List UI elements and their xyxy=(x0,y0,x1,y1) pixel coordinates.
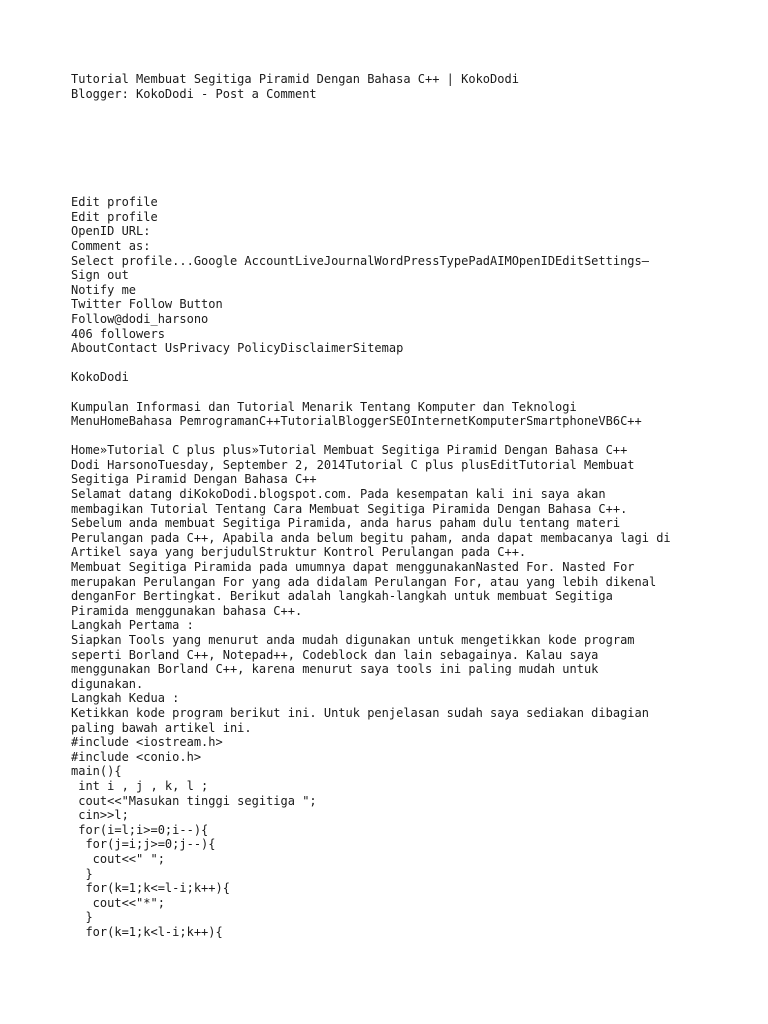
blog-name[interactable]: KokoDodi xyxy=(71,370,129,385)
code-line: int i , j , k, l ; xyxy=(71,778,209,793)
blog-tagline: Kumpulan Informasi dan Tutorial Menarik Tentang Komputer dan Teknologi xyxy=(71,399,577,414)
breadcrumb[interactable]: Home»Tutorial C plus plus»Tutorial Membuat Segitiga Piramid Dengan Bahasa C++ xyxy=(71,443,628,458)
step1-paragraph xyxy=(71,633,711,691)
spacer xyxy=(71,356,711,371)
text-line: digunakan. xyxy=(71,676,144,691)
code-line: cout<<"Masukan tinggi segitiga "; xyxy=(71,793,317,808)
spacer xyxy=(71,429,711,444)
code-line: #include <conio.h> xyxy=(71,749,202,764)
text-line: Sebelum anda membuat Segitiga Piramida, anda harus paham dulu tentang materi xyxy=(71,516,621,531)
step1-heading: Langkah Pertama : xyxy=(71,618,194,633)
edit-profile-link[interactable]: Edit profile xyxy=(71,195,158,210)
intro-paragraph xyxy=(71,487,711,560)
text-line: Membuat Segitiga Piramida pada umumnya dapat menggunakanNasted For. Nasted For xyxy=(71,560,635,575)
spacer xyxy=(71,101,711,195)
sign-out-link[interactable]: Sign out xyxy=(71,268,129,283)
article-meta-cont: Segitiga Piramid Dengan Bahasa C++ xyxy=(71,472,317,487)
text-line: Ketikkan kode program berikut ini. Untuk penjelasan sudah saya sediakan dibagian xyxy=(71,705,649,720)
openid-url-label: OpenID URL: xyxy=(71,224,151,239)
text-line: Piramida menggunakan bahasa C++. xyxy=(71,603,303,618)
footer-links[interactable]: AboutContact UsPrivacy PolicyDisclaimerSitemap xyxy=(71,341,404,356)
code-line: for(i=l;i>=0;i--){ xyxy=(71,822,209,837)
code-line: for(k=1;k<=l-i;k++){ xyxy=(71,881,230,896)
code-line: for(j=i;j>=0;j--){ xyxy=(71,837,216,852)
text-line: merupakan Perulangan For yang ada didalam Perulangan For, atau yang lebih dikenal xyxy=(71,574,657,589)
code-line: cout<<" "; xyxy=(71,851,165,866)
page-title: Tutorial Membuat Segitiga Piramid Dengan Bahasa C++ | KokoDodi xyxy=(71,72,519,86)
text-line: membagikan Tutorial Tentang Cara Membuat Segitiga Piramida Dengan Bahasa C++. xyxy=(71,501,628,516)
code-line: } xyxy=(71,910,93,925)
edit-profile-link-2[interactable]: Edit profile xyxy=(71,209,158,224)
text-line: Siapkan Tools yang menurut anda mudah digunakan untuk mengetikkan kode program xyxy=(71,633,635,647)
text-line: Selamat datang diKokoDodi.blogspot.com. Pada kesempatan kali ini saya akan xyxy=(71,487,606,502)
text-line: Perulangan pada C++, Apabila anda belum begitu paham, anda dapat membacanya lagi di xyxy=(71,530,671,545)
post-byline: Blogger: KokoDodi - Post a Comment xyxy=(71,86,317,101)
code-line: main(){ xyxy=(71,764,122,779)
text-line: menggunakan Borland C++, karena menurut saya tools ini paling mudah untuk xyxy=(71,662,599,677)
page-content xyxy=(71,72,711,939)
text-line: seperti Borland C++, Notepad++, Codeblock dan lain sebagainya. Kalau saya xyxy=(71,647,599,662)
article-meta: Dodi HarsonoTuesday, September 2, 2014Tutorial C plus plusEditTutorial Membuat xyxy=(71,457,635,472)
select-profile-dropdown[interactable]: Select profile...Google AccountLiveJournalWordPressTypePadAIMOpenIDEditSettings– xyxy=(71,253,649,268)
step2-heading: Langkah Kedua : xyxy=(71,691,180,706)
comment-as-label: Comment as: xyxy=(71,238,151,253)
code-line: cin>>l; xyxy=(71,808,129,823)
text-line: Artikel saya yang berjudulStruktur Kontrol Perulangan pada C++. xyxy=(71,545,527,560)
twitter-follow-button[interactable]: Twitter Follow Button xyxy=(71,297,223,312)
nested-for-paragraph xyxy=(71,560,711,618)
code-line: for(k=1;k<l-i;k++){ xyxy=(71,924,223,939)
text-line: paling bawah artikel ini. xyxy=(71,720,252,735)
code-block xyxy=(71,735,711,939)
code-line: #include <iostream.h> xyxy=(71,735,223,750)
follow-handle-link[interactable]: Follow@dodi_harsono xyxy=(71,311,209,326)
blog-menu[interactable]: MenuHomeBahasa PemrogramanC++TutorialBloggerSEOInternetKomputerSmartphoneVB6C++ xyxy=(71,414,642,429)
spacer xyxy=(71,385,711,400)
step2-paragraph xyxy=(71,706,711,735)
code-line: cout<<"*"; xyxy=(71,895,165,910)
followers-count: 406 followers xyxy=(71,326,165,341)
text-line: denganFor Bertingkat. Berikut adalah langkah-langkah untuk membuat Segitiga xyxy=(71,589,613,604)
notify-me-checkbox[interactable]: Notify me xyxy=(71,282,137,297)
code-line: } xyxy=(71,866,93,881)
